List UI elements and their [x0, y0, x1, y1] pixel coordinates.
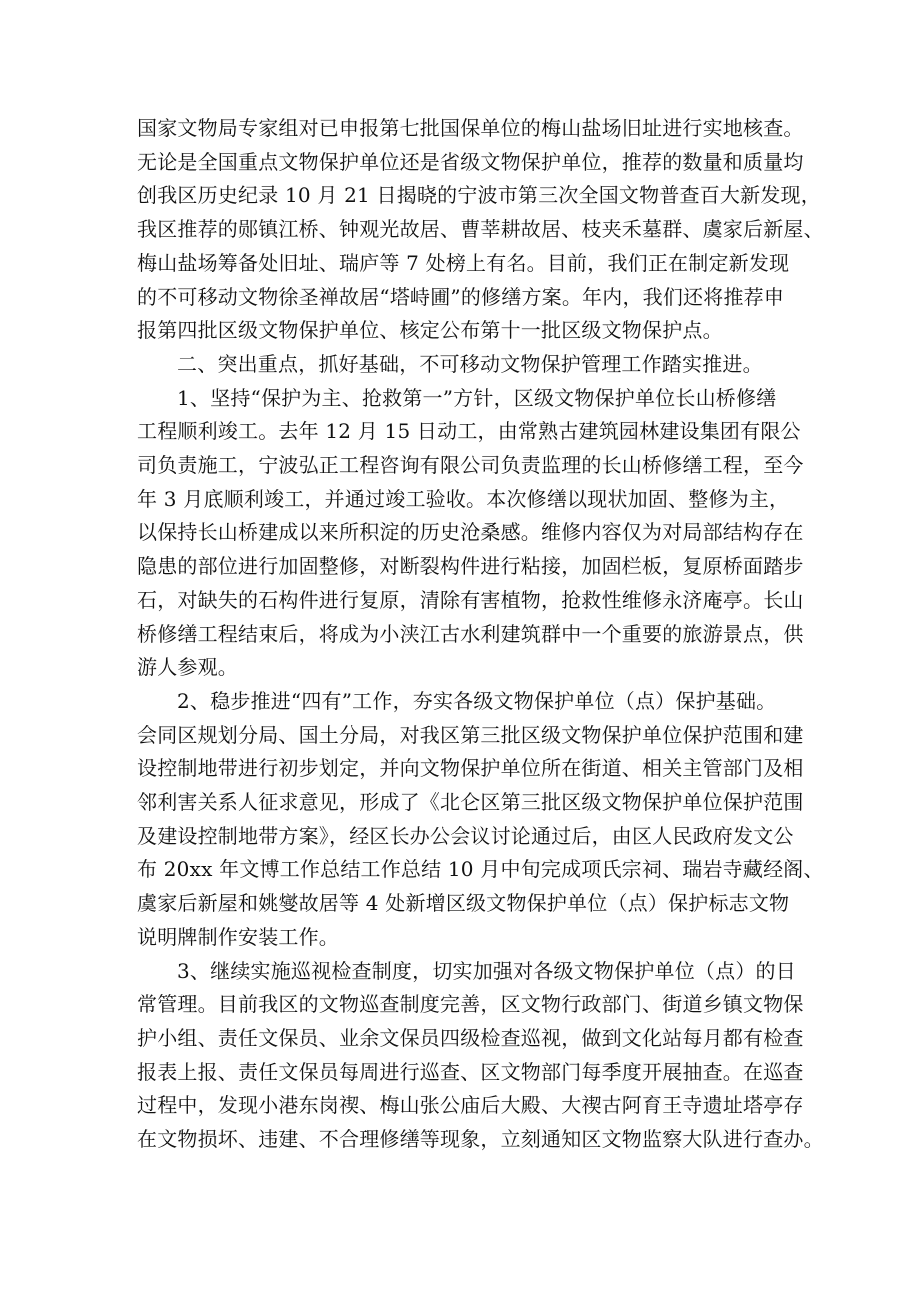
text-line: 以保持长山桥建成以来所积淀的历史沧桑感。维修内容仅为对局部结构存在: [137, 520, 804, 545]
text-line: 说明牌制作安装工作。: [137, 924, 339, 949]
text-line: 石，对缺失的石构件进行复原，清除有害植物，抢救性维修永济庵亭。长山: [137, 587, 804, 612]
text-line: 过程中，发现小港东岗禊、梅山张公庙后大殿、大禊古阿育王寺遗址塔亭存: [137, 1093, 804, 1118]
paragraph-first-line: 3、继续实施巡视检查制度，切实加强对各级文物保护单位（点）的日: [177, 958, 796, 983]
text-line: 的不可移动文物徐圣禅故居“塔峙圃”的修缮方案。年内，我们还将推荐申: [137, 284, 785, 309]
text-line: 布 20xx 年文博工作总结工作总结 10 月中旬完成项氏宗祠、瑞岩寺藏经阁、: [137, 857, 824, 882]
text-line: 报第四批区级文物保护单位、核定公布第十一批区级文物保护点。: [137, 318, 723, 343]
text-line: 常管理。目前我区的文物巡查制度完善，区文物行政部门、街道乡镇文物保: [137, 992, 804, 1017]
text-line: 工程顺利竣工。去年 12 月 15 日动工，由常熟古建筑园林建设集团有限公: [137, 419, 801, 444]
text-line: 我区推荐的郧镇江桥、钟观光故居、曹莘耕故居、枝夹禾墓群、虞家后新屋、: [137, 217, 824, 242]
document-body: [137, 112, 824, 1157]
text-line: 邻利害关系人征求意见，形成了《北仑区第三批区级文物保护单位保护范围: [137, 790, 804, 815]
text-line: 年 3 月底顺利竣工，并通过竣工验收。本次修缮以现状加固、整修为主，: [137, 486, 790, 511]
text-line: 及建设控制地带方案》，经区长办公会议讨论通过后，由区人民政府发文公: [137, 823, 794, 848]
text-line: 国家文物局专家组对已申报第七批国保单位的梅山盐场旧址进行实地核查。: [137, 116, 804, 140]
paragraph-first-line: 1、坚持“保护为主、抢救第一”方针，区级文物保护单位长山桥修缮: [177, 385, 777, 410]
text-line: 隐患的部位进行加固整修，对断裂构件进行粘接，加固栏板，复原桥面踏步: [137, 554, 804, 579]
text-line: 设控制地带进行初步划定，并向文物保护单位所在街道、相关主管部门及相: [137, 756, 804, 781]
text-line: 会同区规划分局、国土分局，对我区第三批区级文物保护单位保护范围和建: [137, 722, 804, 747]
text-line: 桥修缮工程结束后，将成为小浃江古水利建筑群中一个重要的旅游景点，供: [137, 621, 804, 646]
text-line: 在文物损坏、违建、不合理修缮等现象，立刻通知区文物监察大队进行查办。: [137, 1127, 824, 1152]
text-line: 司负责施工，宁波弘正工程咨询有限公司负责监理的长山桥修缮工程，至今: [137, 453, 804, 478]
text-line: 游人参观。: [137, 655, 238, 680]
text-line: 梅山盐场筹备处旧址、瑞庐等 7 处榜上有名。目前，我们正在制定新发现: [137, 250, 790, 275]
section-heading: 二、突出重点，抓好基础，不可移动文物保护管理工作踏实推进。: [177, 351, 763, 376]
text-line: 护小组、责任文保员、业余文保员四级检查巡视，做到文化站每月都有检查: [137, 1025, 804, 1050]
text-line: 报表上报、责任文保员每周进行巡查、区文物部门每季度开展抽查。在巡查: [137, 1059, 804, 1084]
text-line: 虞家后新屋和姚燮故居等 4 处新增区级文物保护单位（点）保护标志文物: [137, 891, 790, 916]
text-line: 创我区历史纪录 10 月 21 日揭晓的宁波市第三次全国文物普查百大新发现，: [137, 183, 821, 208]
text-line: 无论是全国重点文物保护单位还是省级文物保护单位，推荐的数量和质量均: [137, 149, 804, 174]
paragraph-first-line: 2、稳步推进“四有”工作，夯实各级文物保护单位（点）保护基础。: [177, 688, 777, 713]
